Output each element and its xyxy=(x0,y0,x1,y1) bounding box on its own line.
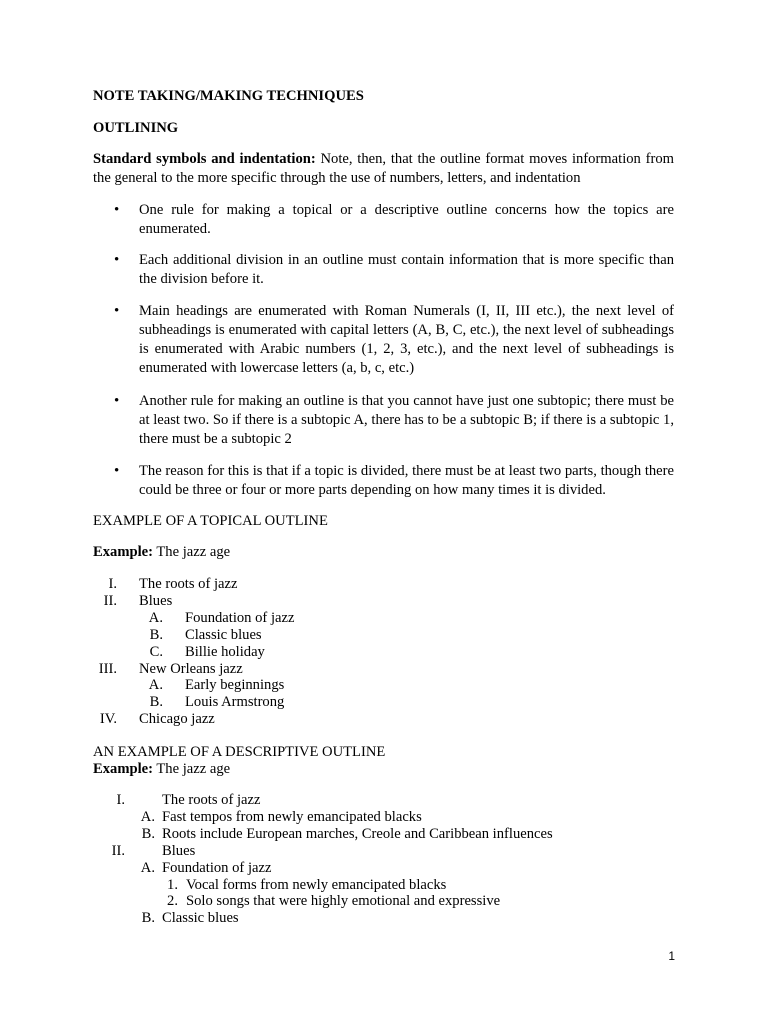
outline-item: Louis Armstrong xyxy=(185,694,285,710)
topical-example-text: The jazz age xyxy=(153,544,231,560)
outline-marker: A. xyxy=(140,809,155,825)
outline-item: New Orleans jazz xyxy=(139,661,243,677)
outline-marker: B. xyxy=(149,627,163,643)
intro-paragraph xyxy=(93,150,674,188)
outline-item: The roots of jazz xyxy=(162,792,261,808)
descriptive-example xyxy=(93,760,674,779)
bullet-text: Each additional division in an outline must contain information that is more specific than the division before it. xyxy=(139,252,674,287)
outline-item: Classic blues xyxy=(185,627,262,643)
descriptive-example-text: The jazz age xyxy=(153,761,231,777)
bullet-text: Main headings are enumerated with Roman Numerals (I, II, III etc.), the next level of subheadings is enumerated with capital letters (A, B, C, etc.), the next level of subheadings is enumerated with Arabic numbers (1, 2, 3, etc.), and the next level of subheadings is enumerated with lowercase letters (a, b, c, etc.) xyxy=(139,303,674,376)
bullet-text: One rule for making a topical or a descriptive outline concerns how the topics are enumerated. xyxy=(139,202,674,237)
bullet-icon: • xyxy=(114,463,120,479)
page-number: 1 xyxy=(668,949,675,963)
outline-item: Blues xyxy=(162,843,196,859)
outline-item: Solo songs that were highly emotional and expressive xyxy=(186,893,501,909)
intro-lead: Standard symbols and indentation: xyxy=(93,151,316,167)
outline-marker: 1. xyxy=(167,877,178,893)
outline-marker: B. xyxy=(141,826,155,842)
outline-marker: A. xyxy=(140,860,155,876)
descriptive-example-lead: Example: xyxy=(93,761,153,777)
outline-item: Early beginnings xyxy=(185,677,285,693)
bullet-icon: • xyxy=(114,252,120,268)
outline-marker: A. xyxy=(148,610,163,626)
outline-item: The roots of jazz xyxy=(139,576,238,592)
bullet-icon: • xyxy=(114,303,120,319)
intro-text: Note, then, that the outline format moves information from the general to the more specific through the use of numbers, letters, and indentation xyxy=(93,151,674,186)
topical-example-lead: Example: xyxy=(93,544,153,560)
outline-item: Classic blues xyxy=(162,910,239,926)
outline-item: Chicago jazz xyxy=(139,711,215,727)
outline-item: Fast tempos from newly emancipated blacks xyxy=(162,809,422,825)
topical-heading: EXAMPLE OF A TOPICAL OUTLINE xyxy=(93,513,328,529)
outline-marker: I. xyxy=(116,792,125,808)
bullet-icon: • xyxy=(114,393,120,409)
topical-example xyxy=(93,543,674,562)
bullet-icon: • xyxy=(114,202,120,218)
descriptive-heading: AN EXAMPLE OF A DESCRIPTIVE OUTLINE xyxy=(93,744,386,760)
outline-marker: B. xyxy=(149,694,163,710)
outline-item: Vocal forms from newly emancipated blacks xyxy=(186,877,447,893)
outline-item: Billie holiday xyxy=(185,644,265,660)
outline-marker: A. xyxy=(148,677,163,693)
outline-item: Blues xyxy=(139,593,173,609)
outline-marker: II. xyxy=(103,593,117,609)
bullet-text: The reason for this is that if a topic is divided, there must be at least two parts, though there could be three or four or more parts depending on how many times it is divided. xyxy=(139,463,674,498)
outline-marker: III. xyxy=(98,661,117,677)
outline-item: Foundation of jazz xyxy=(162,860,272,876)
outline-item: Roots include European marches, Creole and Caribbean influences xyxy=(162,826,553,842)
outline-marker: I. xyxy=(108,576,117,592)
document-title: NOTE TAKING/MAKING TECHNIQUES xyxy=(93,88,364,104)
outline-marker: C. xyxy=(149,644,163,660)
outline-marker: B. xyxy=(141,910,155,926)
section-heading: OUTLINING xyxy=(93,120,179,136)
bullet-text: Another rule for making an outline is that you cannot have just one subtopic; there must be at least two. So if there is a subtopic A, there has to be a subtopic B; if there is a subtopic 1, there must be a subtopic 2 xyxy=(139,393,674,447)
outline-marker: IV. xyxy=(99,711,117,727)
outline-marker: 2. xyxy=(167,893,178,909)
outline-marker: II. xyxy=(111,843,125,859)
outline-item: Foundation of jazz xyxy=(185,610,295,626)
